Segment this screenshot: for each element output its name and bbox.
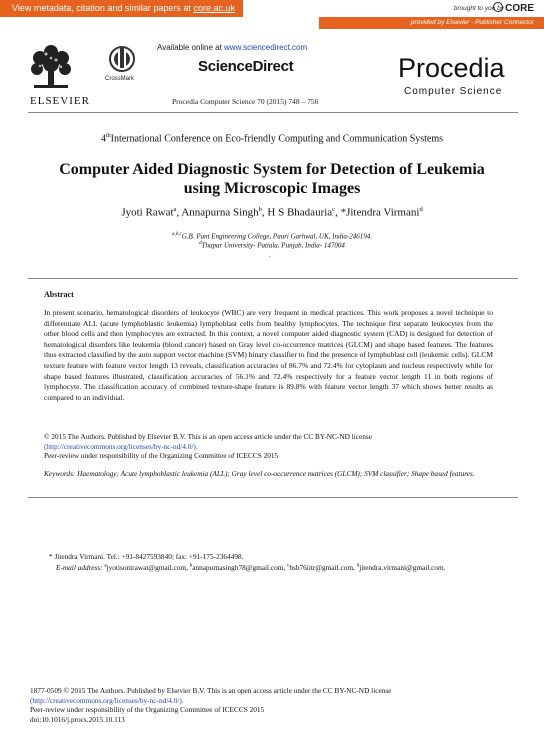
author-affil-mark: c [332,206,336,213]
affiliation-text: G.B. Pant Engineering College, Pauri Garhwal, UK, India-246194. [181,232,372,241]
author-name: Jyoti Rawat [121,206,174,219]
keywords-block [44,469,493,479]
paper-title [0,160,544,198]
core-banner-text: View metadata, citation and similar papers at [12,3,194,13]
elsevier-wordmark: ELSEVIER [30,95,90,107]
abstract-body: In present scenario, hematological disorders of leukocyte (WBC) are very frequent in medical practices. This work proposes a novel technique to differentiate ALL (acute lymphoblastic leukemia) lymphoblast cells from healthy lymphocytes. The technique first separate leukocytes from the other blood cells and then lymphocytes are extracted. In this context, a novel computer aided diagnostic system (CAD) is designed for detection of hematological disorders like leukemia (blood cancer) based on Gray level co-occurrence matrices (GLCM) and shape based features. The features thus extracted classified by the auto support vector machine (SVM) binary classifier to find the presence of lymphoblast cell (leukemic cells). GLCM texture feature with feature vector length 13 reveals, classification accuracies of 86.7% and 72.4% for cytoplasm and nucleus respectively while for shape based features illustrated, classification accuracies of 56.1% and 72.4% respectively for a feature vector length 11 in both regions of lymphocyte. The classification accuracy of combined texture-shape feature is 89.8% with feature vector length 37 which shows better results as compared to an individual. [44,308,493,402]
email-separator: , [186,563,190,572]
email-address[interactable]: jyotisonirawat@gmail.com [106,563,187,572]
email-separator: , [353,563,357,572]
email-label: E-mail address: [56,563,103,572]
affiliation-mark: a,b,c [172,232,182,237]
provider-strip: provided by Elsevier - Publisher Connector [319,17,544,29]
author-affil-mark: d [419,206,423,213]
abstract-bottom-divider [28,497,518,498]
affiliation-1 [0,232,544,240]
email-mark: c [287,563,290,569]
author-separator: , [176,206,182,219]
footer-block [30,686,500,724]
affiliation-2 [0,241,544,249]
email-line [56,563,446,572]
footer-license-line: 1877-0509 © 2015 The Authors. Published by Elsevier B.V. This is an open access article under the CC BY-NC-ND license [30,686,392,695]
peer-review-line: Peer-review under responsibility of the Organizing Committee of ICECCS 2015 [44,451,279,461]
crossmark-icon[interactable] [104,45,140,77]
email-address[interactable]: jitendra.virmani@gmail.com [359,563,444,572]
license-line: © 2015 The Authors. Published by Elsevier B.V. This is an open access article under the CC BY-NC-ND license [44,432,372,441]
title-line-2: using Microscopic Images [183,180,361,197]
author-separator: , [261,206,268,219]
core-logo-icon [493,2,503,12]
keywords-label: Keywords: [44,469,76,478]
author-name: Annapurna Singh [181,206,259,219]
license-link[interactable]: (http://creativecommons.org/licenses/by-nc-nd/4.0/). [44,441,198,451]
core-logo-text: CORE [505,3,534,14]
email-address[interactable]: annapurnasingh78@gmail.com [192,563,284,572]
available-prefix: Available online at [157,43,225,52]
core-metadata-banner [0,0,243,17]
email-mark: b [189,563,193,569]
procedia-wordmark: Procedia [398,53,505,83]
sciencedirect-link[interactable]: www.sciencedirect.com [224,43,308,52]
affiliation-mark: d [199,241,202,246]
author-affil-mark: b [258,206,262,213]
available-online-line [157,43,307,52]
author-separator: , [335,206,341,219]
author-list [0,206,544,219]
keywords-text: Haematology; Acute lymphoblastic leukemia (ALL); Gray level co-occurrence matrices (GLCM); SVM classifier; Shape based features. [75,469,475,478]
abstract-top-divider [28,278,518,279]
sciencedirect-wordmark: ScienceDirect [198,58,294,75]
license-block [44,432,493,461]
crossmark-label: CrossMark [105,76,135,82]
footer-peer-review: Peer-review under responsibility of the Organizing Committee of ICECCS 2015 [30,705,265,714]
email-address[interactable]: hsb76iitr@gmail.com [289,563,354,572]
core-link[interactable]: core.ac.uk [193,3,235,13]
affiliation-text: Thapar University- Patiala, Punjab, India- 147004 [201,241,345,250]
email-mark: a [104,563,107,569]
header-divider [28,112,518,113]
brought-to-you-label: brought to you by [453,5,504,12]
author-name: *Jitendra Virmani [340,206,420,219]
title-line-1: Computer Aided Diagnostic System for Detection of Leukemia [59,161,485,178]
elsevier-tree-icon [28,42,74,92]
footer-doi: doi:10.1016/j.procs.2015.10.113 [30,714,125,724]
author-affil-mark: a [173,206,177,213]
footer-license-link[interactable]: (http://creativecommons.org/licenses/by-nc-nd/4.0/). [30,695,184,705]
affiliation-dot: . [269,251,271,259]
conference-ordinal: th [105,133,111,139]
corresponding-author: * Jitendra Virmani. Tel.: +91-8427593840; fax: +91-175-2364498. [49,552,244,561]
journal-citation: Procedia Computer Science 70 (2015) 748 – 756 [172,97,319,106]
email-separator: , [283,563,288,572]
conference-number: 4 [100,133,106,145]
email-mark: d [356,563,360,569]
author-name: H S Bhadauria [267,206,333,219]
core-logo[interactable] [493,1,534,14]
abstract-heading: Abstract [44,290,74,299]
procedia-subtitle: Computer Science [404,86,503,97]
email-separator: . [443,563,446,572]
conference-name: International Conference on Eco-friendly Computing and Communication Systems [110,133,444,145]
conference-line [0,133,544,144]
